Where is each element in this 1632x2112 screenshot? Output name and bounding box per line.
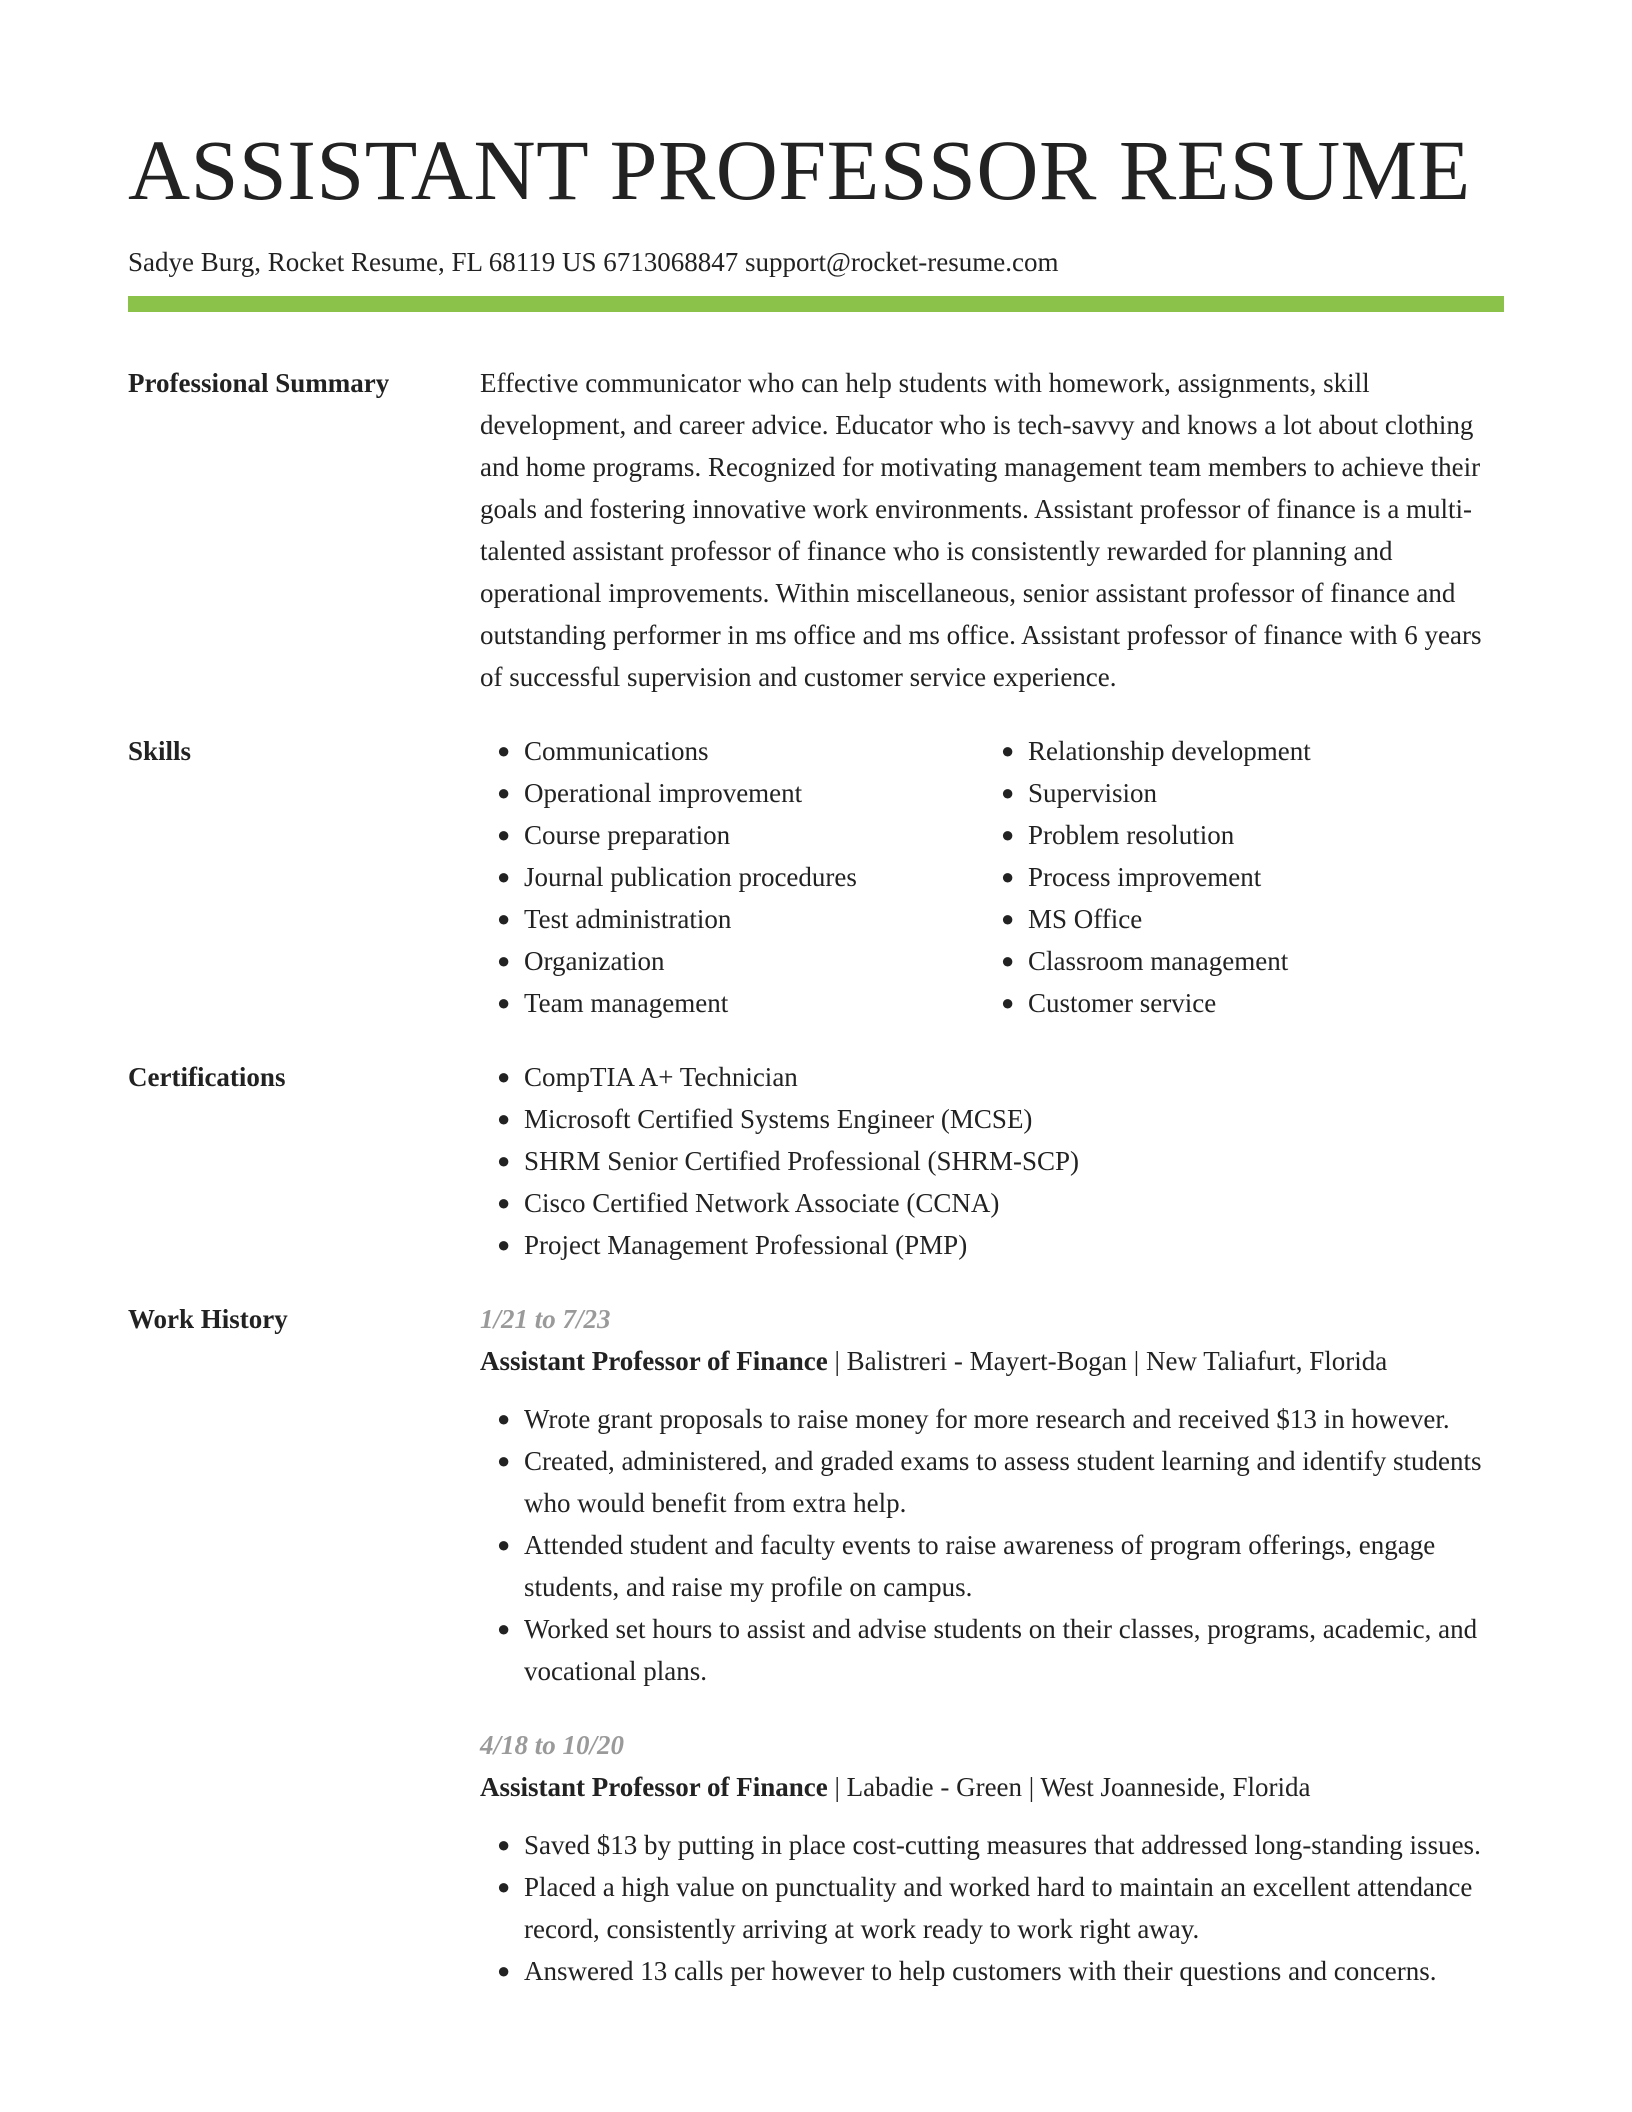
job-bullet-text: Wrote grant proposals to raise money for more research and received $13 in however.: [524, 1404, 1450, 1434]
list-item: [497, 814, 984, 856]
bullet-icon: ●: [497, 1958, 511, 1983]
skill-text: Problem resolution: [1028, 820, 1235, 850]
job-bullet-text: Created, administered, and graded exams to assess student learning and identify students who would benefit from extra help.: [524, 1446, 1482, 1518]
list-item: [497, 856, 984, 898]
bullet-icon: ●: [497, 1448, 511, 1473]
certification-text: Cisco Certified Network Associate (CCNA): [524, 1188, 1000, 1218]
list-item: [497, 940, 984, 982]
skills-column-right: [984, 730, 1488, 1024]
bullet-icon: ●: [497, 1106, 511, 1131]
section-label-work-history: Work History: [128, 1304, 288, 1334]
bullet-icon: ●: [497, 1148, 511, 1173]
list-item: [497, 1140, 1504, 1182]
job-heading: [480, 1340, 1504, 1382]
job-bullet-text: Attended student and faculty events to raise awareness of program offerings, engage students, and raise my profile on campus.: [524, 1530, 1436, 1602]
bullet-icon: ●: [497, 906, 511, 931]
skill-text: Process improvement: [1028, 862, 1262, 892]
job-title: Assistant Professor of Finance: [480, 1346, 828, 1376]
summary-text: Effective communicator who can help students with homework, assignments, skill development, and career advice. Educator who is tech-savvy and knows a lot about clothing and home programs. Recognized for motivating management team members to achieve their goals and fostering innovative work environments. Assistant professor of finance is a multi-talented assistant professor of finance who is consistently rewarded for planning and operational improvements. Within miscellaneous, senior assistant professor of finance and outstanding performer in ms office and ms office. Assistant professor of finance with 6 years of successful supervision and customer service experience.: [480, 368, 1482, 692]
list-item: [497, 730, 984, 772]
work-history-body: [480, 1298, 1504, 1992]
list-item: [497, 1182, 1504, 1224]
summary-section: [128, 362, 1504, 698]
bullet-icon: ●: [497, 948, 511, 973]
bullet-icon: ●: [497, 1406, 511, 1431]
job-bullets: [480, 1824, 1504, 1992]
job-entry: [480, 1724, 1504, 1992]
skill-text: Team management: [524, 988, 729, 1018]
section-label-certifications: Certifications: [128, 1062, 286, 1092]
resume-page: [128, 0, 1504, 1992]
job-details: | Balistreri - Mayert-Bogan | New Taliafurt, Florida: [827, 1346, 1388, 1376]
certifications-body: [480, 1056, 1504, 1266]
accent-divider: [128, 296, 1504, 312]
list-item: [497, 1950, 1504, 1992]
bullet-icon: ●: [497, 1832, 511, 1857]
list-item: [1001, 730, 1488, 772]
list-item: [497, 1098, 1504, 1140]
skill-text: Classroom management: [1028, 946, 1289, 976]
list-item: [497, 1056, 1504, 1098]
skills-columns: [480, 730, 1504, 1024]
section-label-skills: Skills: [128, 736, 192, 766]
certifications-list: [480, 1056, 1504, 1266]
bullet-icon: ●: [497, 1874, 511, 1899]
skill-text: Organization: [524, 946, 665, 976]
list-item: [497, 1398, 1504, 1440]
skill-text: Course preparation: [524, 820, 731, 850]
skills-list-right: [984, 730, 1488, 1024]
bullet-icon: ●: [1001, 906, 1015, 931]
list-item: [1001, 898, 1488, 940]
list-item: [497, 772, 984, 814]
list-item: [497, 898, 984, 940]
job-dates: 4/18 to 10/20: [480, 1730, 625, 1760]
certification-text: Project Management Professional (PMP): [524, 1230, 968, 1260]
job-details: | Labadie - Green | West Joanneside, Florida: [827, 1772, 1311, 1802]
bullet-icon: ●: [497, 990, 511, 1015]
skill-text: Journal publication procedures: [524, 862, 857, 892]
skills-section: [128, 730, 1504, 1024]
job-bullet-text: Answered 13 calls per however to help customers with their questions and concerns.: [524, 1956, 1437, 1986]
list-item: [497, 982, 984, 1024]
bullet-icon: ●: [497, 1532, 511, 1557]
job-bullet-text: Worked set hours to assist and advise students on their classes, programs, academic, and vocational plans.: [524, 1614, 1478, 1686]
list-item: [497, 1866, 1504, 1950]
bullet-icon: ●: [497, 780, 511, 805]
job-entry: [480, 1298, 1504, 1692]
job-title: Assistant Professor of Finance: [480, 1772, 828, 1802]
certification-text: CompTIA A+ Technician: [524, 1062, 798, 1092]
summary-body: [480, 362, 1504, 698]
certification-text: Microsoft Certified Systems Engineer (MCSE): [524, 1104, 1033, 1134]
bullet-icon: ●: [1001, 822, 1015, 847]
skill-text: Communications: [524, 736, 709, 766]
bullet-icon: ●: [1001, 948, 1015, 973]
certification-text: SHRM Senior Certified Professional (SHRM-SCP): [524, 1146, 1080, 1176]
bullet-icon: ●: [497, 1064, 511, 1089]
list-item: [1001, 856, 1488, 898]
skills-body: [480, 730, 1504, 1024]
contact-line: Sadye Burg, Rocket Resume, FL 68119 US 6713068847 support@rocket-resume.com: [128, 247, 1059, 277]
list-item: [1001, 772, 1488, 814]
bullet-icon: ●: [1001, 990, 1015, 1015]
bullet-icon: ●: [497, 1232, 511, 1257]
bullet-icon: ●: [497, 822, 511, 847]
job-bullet-text: Saved $13 by putting in place cost-cutting measures that addressed long-standing issues.: [524, 1830, 1481, 1860]
section-label-summary: Professional Summary: [128, 368, 390, 398]
skill-text: Customer service: [1028, 988, 1217, 1018]
skill-text: Operational improvement: [524, 778, 803, 808]
bullet-icon: ●: [497, 1616, 511, 1641]
bullet-icon: ●: [1001, 864, 1015, 889]
skills-list-left: [480, 730, 984, 1024]
work-history-section: [128, 1298, 1504, 1992]
skills-column-left: [480, 730, 984, 1024]
list-item: [497, 1440, 1504, 1524]
bullet-icon: ●: [497, 1190, 511, 1215]
bullet-icon: ●: [497, 738, 511, 763]
list-item: [497, 1224, 1504, 1266]
skill-text: Relationship development: [1028, 736, 1311, 766]
job-bullets: [480, 1398, 1504, 1692]
job-heading: [480, 1766, 1504, 1808]
list-item: [1001, 814, 1488, 856]
list-item: [1001, 940, 1488, 982]
bullet-icon: ●: [497, 864, 511, 889]
list-item: [1001, 982, 1488, 1024]
list-item: [497, 1824, 1504, 1866]
bullet-icon: ●: [1001, 780, 1015, 805]
skill-text: Supervision: [1028, 778, 1158, 808]
resume-title: ASSISTANT PROFESSOR RESUME: [128, 122, 1471, 218]
list-item: [497, 1608, 1504, 1692]
certifications-section: [128, 1056, 1504, 1266]
skill-text: MS Office: [1028, 904, 1143, 934]
job-bullet-text: Placed a high value on punctuality and worked hard to maintain an excellent attendance record, consistently arriving at work ready to work right away.: [524, 1872, 1473, 1944]
job-dates: 1/21 to 7/23: [480, 1304, 611, 1334]
bullet-icon: ●: [1001, 738, 1015, 763]
list-item: [497, 1524, 1504, 1608]
skill-text: Test administration: [524, 904, 732, 934]
